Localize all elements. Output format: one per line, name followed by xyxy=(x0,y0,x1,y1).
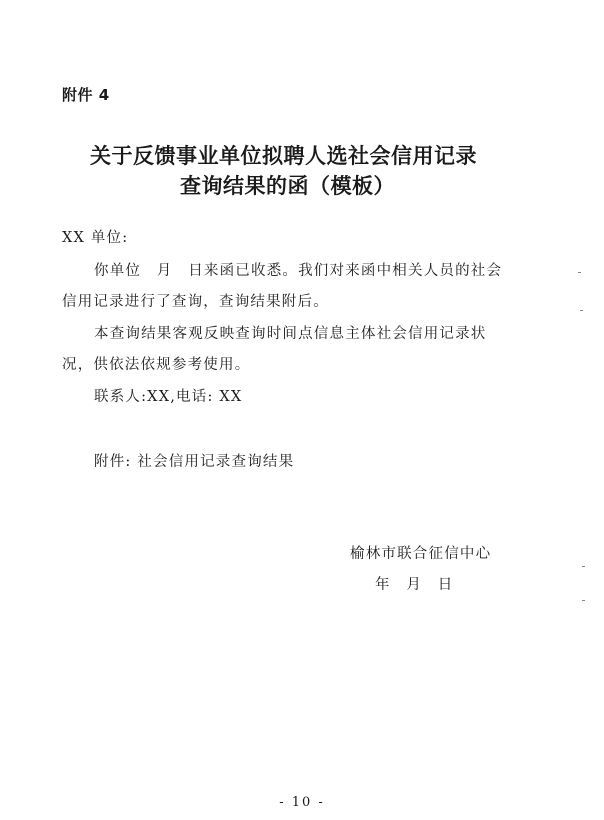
paragraph-2-line-2: 况，供依法依规参考使用。 xyxy=(62,357,251,373)
page-number: - 10 - xyxy=(279,795,325,810)
document-title-line-2: 查询结果的函（模板） xyxy=(180,173,395,198)
scan-mark xyxy=(582,566,585,567)
attachment-note: 附件: 社会信用记录查询结果 xyxy=(94,454,295,470)
scan-mark xyxy=(580,310,583,311)
scan-mark xyxy=(578,272,581,273)
signing-organization: 榆林市联合征信中心 xyxy=(350,546,492,562)
contact-info: 联系人:XX,电话: XX xyxy=(94,389,243,405)
paragraph-1-line-2: 信用记录进行了查询，查询结果附后。 xyxy=(62,294,329,310)
paragraph-2-line-1: 本查询结果客观反映查询时间点信息主体社会信用记录状 xyxy=(94,326,487,342)
attachment-label: 附件 4 xyxy=(62,86,110,104)
signing-date: 年 月 日 xyxy=(375,577,454,593)
document-title-line-1: 关于反馈事业单位拟聘人选社会信用记录 xyxy=(90,143,477,168)
scan-mark xyxy=(582,600,585,601)
recipient: XX 单位: xyxy=(62,230,129,246)
paragraph-1-line-1: 你单位 月 日来函已收悉。我们对来函中相关人员的社会 xyxy=(94,263,503,279)
